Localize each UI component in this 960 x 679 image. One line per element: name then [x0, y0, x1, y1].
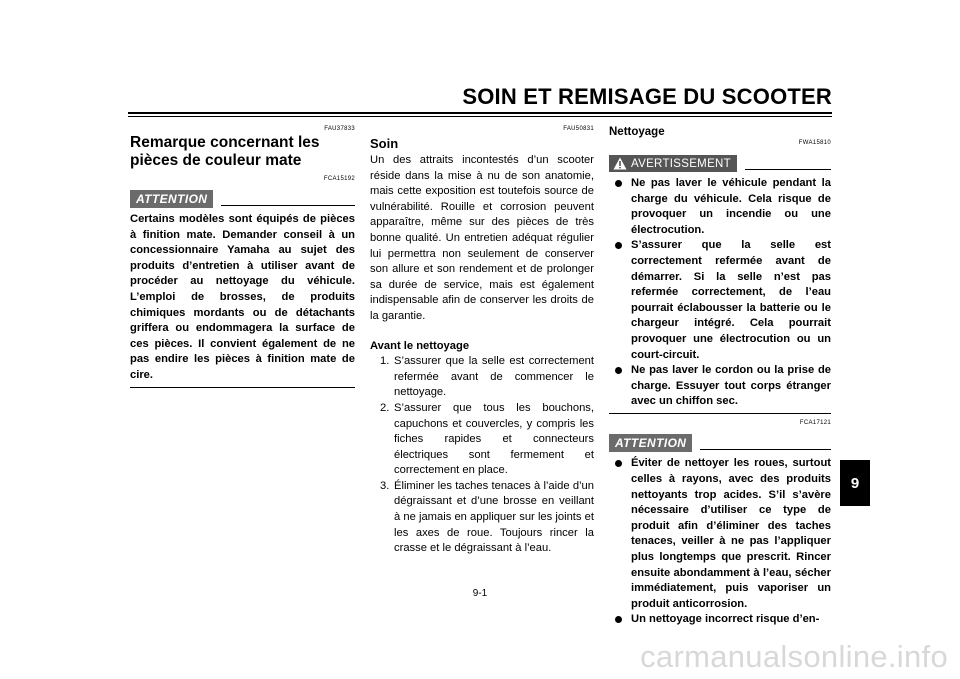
- warning-code: FWA15810: [798, 140, 831, 146]
- steps-list: [370, 354, 594, 557]
- list-item: 1. S’assurer que la selle est correctement refermée avant de commencer le nettoyage.: [380, 355, 594, 399]
- attention-banner: [609, 430, 831, 452]
- attention-box-bottom: [130, 387, 355, 389]
- attention-label: ATTENTION: [609, 434, 692, 452]
- list-item: S’assurer que la selle est correctement refermée avant de démarrer. Si la selle n’est pas refermée correctement, de l’eau pourrait éclabousser la batterie ou le chargeur intégré. Cela pourrait provoquer une électrocution ou un court-circuit.: [609, 238, 831, 363]
- list-item: Ne pas laver le véhicule pendant la charge du véhicule. Cela risque de provoquer un incendie ou une électrocution.: [609, 176, 831, 238]
- list-item: Éviter de nettoyer les roues, surtout celles à rayons, avec des produits nettoyants trop acides. S’il s’avère nécessaire d’utiliser ce type de produit afin d’éliminer des taches tenaces, veiller à ne pas l’appliquer plus longtemps que prescrit. Rincer ensuite abondamment à l’eau, sécher immédiatement, puis vaporiser un produit anticorrosion.: [609, 456, 831, 612]
- column-right: [609, 118, 831, 628]
- list-item: 3. Éliminer les taches tenaces à l’aide d’un dégraissant et d’une brosse en veillant à ne jamais en appliquer sur les joints et les axes de roue. Toujours rincer la crasse et le dégraissant à l’eau.: [380, 479, 594, 555]
- banner-rule: [221, 205, 355, 206]
- warning-label-box: [609, 155, 737, 172]
- page-title: SOIN ET REMISAGE DU SCOOTER: [462, 84, 832, 109]
- warning-label: AVERTISSEMENT: [631, 157, 731, 170]
- section-heading: Remarque concernant les pièces de couleur mate: [130, 134, 320, 169]
- attention-code: FCA15192: [323, 176, 355, 182]
- section-heading: Soin: [370, 136, 399, 151]
- watermark: carmanualsonline.info: [640, 639, 948, 674]
- intro-paragraph: Un des attraits incontestés d’un scooter réside dans la mise à nu de son anatomie, mais cette exposition est toutefois source de vulnérabilité. Rouille et corrosion peuvent apparaître, même sur des pièces de très bonne qualité. Un entretien adéquat régulier lui permettra non seulement de conserver son allure et son rendement et de prolonger sa durée de service, mais est également indispensable afin de conserver les droits de la garantie.: [370, 154, 594, 322]
- section-heading: Nettoyage: [609, 126, 665, 138]
- header-rule: [128, 112, 832, 114]
- attention-banner: [130, 186, 355, 208]
- section-code: FAU50831: [563, 126, 594, 132]
- page-number: 9-1: [472, 588, 488, 599]
- banner-rule: [700, 449, 831, 450]
- banner-rule: [745, 169, 831, 170]
- attention-text: Certains modèles sont équipés de pièces à finition mate. Demander conseil à un concessionnaire Yamaha au sujet des produits d’entretien à utiliser avant de procéder au nettoyage du véhicule. L’emploi de brosses, de produits chimiques mordants ou de détachants griffera ou endommagera la surface de ces pièces. Il convient également de ne pas endire les pièces à finition mate de cire.: [130, 213, 355, 381]
- warning-list: [609, 176, 831, 410]
- chapter-tab: 9: [840, 460, 870, 506]
- list-item: Un nettoyage incorrect risque d’en-: [609, 612, 831, 628]
- page-header: [0, 0, 960, 120]
- list-item: 2. S’assurer que tous les bouchons, capuchons et couvercles, y compris les fiches rapides et connecteurs électriques sont fermement et correctement en place.: [380, 401, 594, 477]
- list-item: Ne pas laver le cordon ou la prise de charge. Essuyer tout corps étranger avec un chiffon sec.: [609, 363, 831, 410]
- attention-code: FCA17121: [799, 420, 831, 427]
- warning-banner: [609, 150, 831, 172]
- warning-box-bottom: [609, 413, 831, 415]
- column-left: [130, 118, 355, 388]
- section-code: FAU37833: [324, 126, 355, 132]
- warning-triangle-icon: [613, 157, 627, 170]
- attention-list: [609, 456, 831, 628]
- subheading: Avant le nettoyage: [370, 339, 470, 352]
- column-middle: [370, 118, 594, 557]
- attention-label: ATTENTION: [130, 190, 213, 208]
- header-rule-thin: [128, 116, 832, 117]
